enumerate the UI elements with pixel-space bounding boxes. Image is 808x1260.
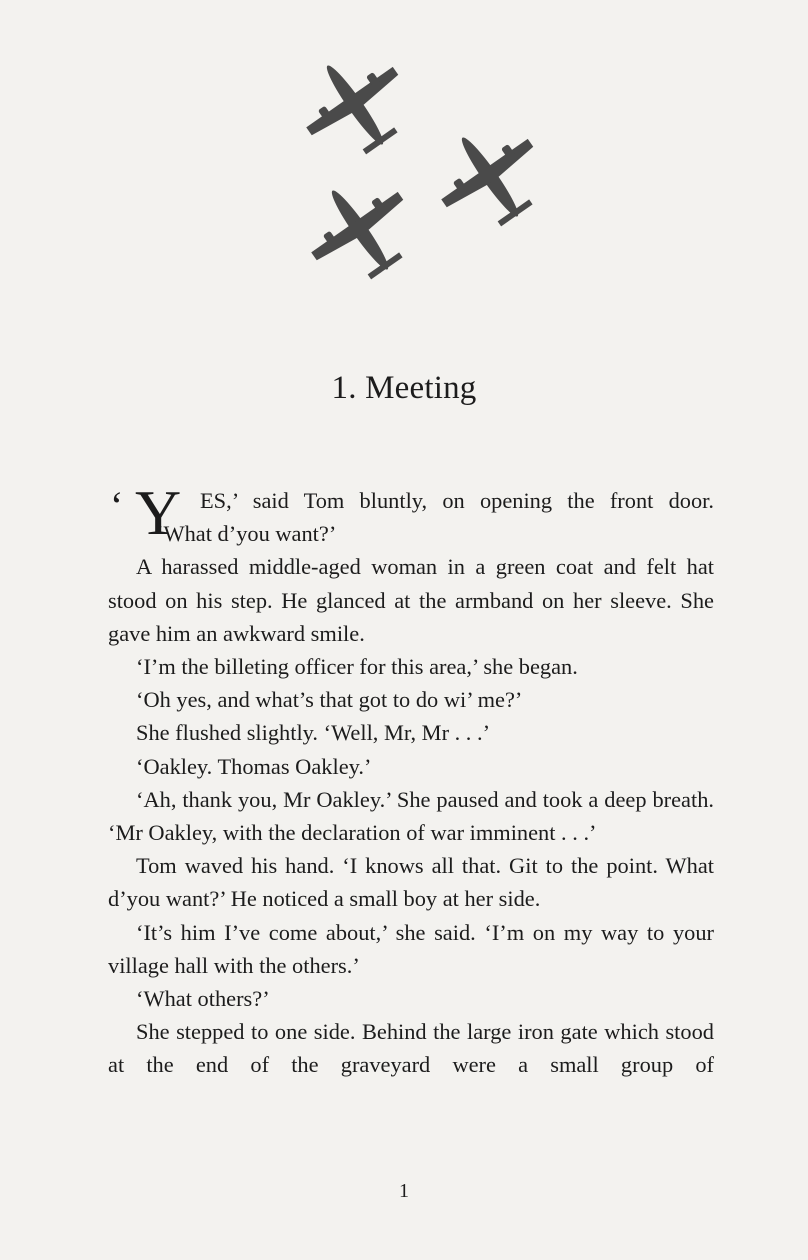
paragraph: ‘I’m the billeting officer for this area,’ she began.: [136, 654, 578, 680]
plane-icon: [295, 45, 415, 165]
opening-line-1: ES,’ said Tom bluntly, on opening the front door.: [200, 488, 714, 513]
opening-paragraph: [108, 477, 714, 550]
paragraph: A harassed middle-aged woman in a green coat and felt hat stood on his step. He glanced at the armband on her sleeve. She gave him an awkward smile.: [108, 554, 714, 646]
paragraph: ‘Oakley. Thomas Oakley.’: [136, 753, 372, 779]
opening-quote-mark: ‘: [110, 483, 124, 528]
paragraph: ‘What others?’: [136, 986, 270, 1012]
paragraph: ‘Oh yes, and what’s that got to do wi’ me?’: [136, 687, 523, 713]
paragraph: She flushed slightly. ‘Well, Mr, Mr . . .’: [136, 720, 491, 746]
opening-line-2: ‘What d’you want?’: [156, 521, 337, 547]
plane-icon: [300, 170, 420, 290]
chapter-title: 1. Meeting: [331, 370, 477, 406]
paragraph: ‘It’s him I’ve come about,’ she said. ‘I’m on my way to your village hall with the others.’: [108, 919, 714, 978]
paragraph: Tom waved his hand. ‘I knows all that. Git to the point. What d’you want?’ He noticed a small boy at her side.: [108, 853, 714, 912]
bomber-planes-illustration: [285, 45, 535, 275]
body-text: [108, 477, 714, 1082]
paragraph: She stepped to one side. Behind the large iron gate which stood at the end of the graveyard were a small group of: [108, 1019, 714, 1078]
page-number: 1: [399, 1180, 409, 1202]
plane-icon: [430, 117, 550, 237]
drop-cap: Y: [135, 477, 182, 548]
paragraph: ‘Ah, thank you, Mr Oakley.’ She paused and took a deep breath. ‘Mr Oakley, with the declaration of war imminent . . .’: [108, 786, 714, 846]
